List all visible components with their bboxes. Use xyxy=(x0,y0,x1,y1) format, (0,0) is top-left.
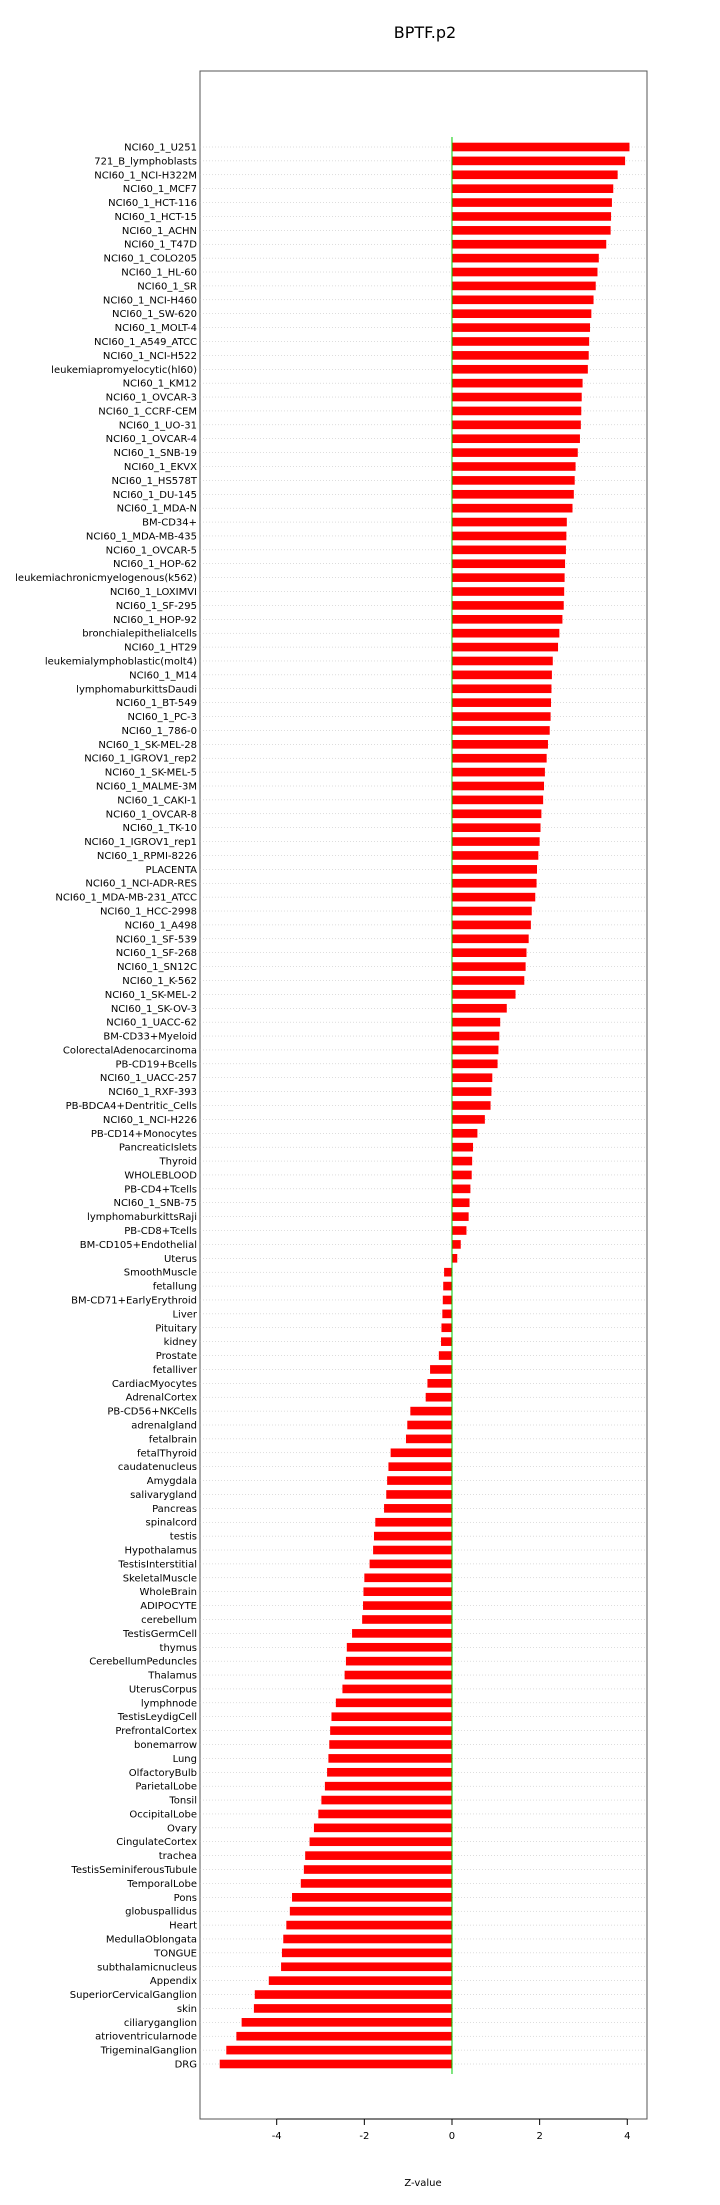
bar xyxy=(373,1546,452,1555)
category-label: NCI60_1_OVCAR-4 xyxy=(105,434,197,446)
bar xyxy=(452,546,566,555)
bar xyxy=(452,198,612,207)
bar xyxy=(452,1087,491,1096)
category-label: PB-CD14+Monocytes xyxy=(90,1128,197,1140)
category-label: NCI60_1_MDA-MB-435 xyxy=(85,531,197,543)
category-label: 721_B_lymphoblasts xyxy=(94,156,197,168)
bar xyxy=(452,893,535,902)
bar xyxy=(452,337,589,346)
bar xyxy=(410,1407,452,1416)
bar xyxy=(352,1629,452,1638)
x-tick-label: -4 xyxy=(271,2131,282,2142)
category-label: Heart xyxy=(169,1920,197,1932)
category-label: fetalliver xyxy=(152,1364,197,1376)
category-label: Thalamus xyxy=(148,1670,197,1682)
bar xyxy=(452,1212,469,1221)
category-label: NCI60_1_M14 xyxy=(129,670,197,682)
bar xyxy=(375,1518,452,1527)
chart-title: BPTF.p2 xyxy=(393,23,457,42)
category-label: NCI60_1_786-0 xyxy=(121,725,197,737)
bar xyxy=(328,1754,452,1763)
category-label: NCI60_1_A549_ATCC xyxy=(94,336,197,348)
x-tick-label: 2 xyxy=(536,2131,543,2142)
category-label: NCI60_1_T47D xyxy=(123,239,197,251)
bar xyxy=(255,1990,452,1999)
bar xyxy=(452,1171,472,1180)
category-label: NCI60_1_A498 xyxy=(124,920,197,932)
category-label: NCI60_1_NCI-H522 xyxy=(102,350,197,362)
x-tick-label: 0 xyxy=(448,2131,456,2142)
category-label: CardiacMyocytes xyxy=(111,1378,197,1390)
category-label: OlfactoryBulb xyxy=(128,1767,197,1779)
bar xyxy=(444,1268,452,1277)
category-label: Amygdala xyxy=(146,1476,197,1488)
category-label: TestisLeydigCell xyxy=(117,1712,197,1724)
category-label: TrigeminalGanglion xyxy=(100,2045,197,2057)
bar xyxy=(452,1143,473,1152)
x-axis xyxy=(272,2119,631,2142)
category-label: NCI60_1_EKVX xyxy=(123,462,197,473)
bar xyxy=(331,1712,452,1721)
bar xyxy=(452,948,527,957)
category-label: NCI60_1_NCI-H322M xyxy=(94,170,197,182)
bar xyxy=(452,837,540,846)
category-label: NCI60_1_RPMI-8226 xyxy=(96,850,197,862)
bar xyxy=(452,407,581,416)
category-label: NCI60_1_HCC-2998 xyxy=(99,906,197,918)
bar xyxy=(304,1865,452,1874)
bar xyxy=(452,1226,466,1235)
bar xyxy=(330,1726,452,1735)
bar xyxy=(242,2018,452,2027)
category-label: NCI60_1_OVCAR-8 xyxy=(105,809,197,821)
category-label: NCI60_1_HCT-15 xyxy=(114,211,197,223)
bar xyxy=(363,1601,452,1610)
category-label: PLACENTA xyxy=(145,864,197,876)
bar xyxy=(452,1004,507,1013)
category-label: NCI60_1_IGROV1_rep2 xyxy=(84,753,197,765)
category-label: PB-BDCA4+Dentritic_Cells xyxy=(65,1101,197,1112)
bar xyxy=(407,1421,452,1430)
bar xyxy=(452,143,629,152)
bar xyxy=(452,1254,457,1263)
category-label: ParietalLobe xyxy=(135,1781,197,1793)
category-label: NCI60_1_NCI-H460 xyxy=(102,295,197,307)
category-label: Uterus xyxy=(163,1253,197,1265)
category-label: PB-CD8+Tcells xyxy=(124,1226,197,1238)
bar xyxy=(452,226,611,235)
bar xyxy=(452,907,532,916)
category-label: BM-CD105+Endothelial xyxy=(79,1239,197,1251)
category-label: UterusCorpus xyxy=(128,1684,197,1696)
category-label: fetallung xyxy=(152,1281,197,1293)
category-label: PB-CD4+Tcells xyxy=(124,1184,197,1196)
category-label: kidney xyxy=(163,1337,197,1349)
bar xyxy=(452,587,564,596)
category-label: Pancreas xyxy=(152,1503,197,1515)
bar xyxy=(452,504,573,513)
category-label: OccipitalLobe xyxy=(129,1809,197,1821)
bar xyxy=(452,851,538,860)
category-label: ciliaryganglion xyxy=(123,2017,197,2029)
x-axis-label: Z-value xyxy=(404,2178,442,2189)
bar xyxy=(387,1476,452,1485)
category-label: MedullaOblongata xyxy=(105,1934,197,1946)
category-label: NCI60_1_SF-295 xyxy=(115,600,197,612)
category-label: NCI60_1_RXF-393 xyxy=(108,1087,197,1099)
category-label: Thyroid xyxy=(159,1156,197,1168)
category-label: DRG xyxy=(174,2059,197,2071)
category-label: NCI60_1_COLO205 xyxy=(103,253,197,265)
category-label: BM-CD33+Myeloid xyxy=(103,1031,197,1043)
category-label: cerebellum xyxy=(141,1614,197,1626)
bar xyxy=(318,1810,452,1819)
bar xyxy=(442,1310,452,1319)
category-label: NCI60_1_HS578T xyxy=(111,475,197,487)
category-label: spinalcord xyxy=(145,1517,197,1529)
bar xyxy=(452,754,547,763)
category-label: NCI60_1_NCI-ADR-RES xyxy=(85,878,197,890)
category-label: NCI60_1_HOP-92 xyxy=(112,614,197,626)
category-label: ColorectalAdenocarcinoma xyxy=(62,1045,197,1057)
bar xyxy=(384,1504,452,1513)
category-label: NCI60_1_UACC-257 xyxy=(99,1073,197,1085)
bar xyxy=(452,726,550,735)
category-label: globuspallidus xyxy=(125,1906,197,1918)
bar xyxy=(254,2004,452,2013)
bar xyxy=(329,1740,452,1749)
category-label: NCI60_1_PC-3 xyxy=(127,712,197,724)
bar xyxy=(310,1837,452,1846)
bar xyxy=(452,782,544,791)
bar xyxy=(452,1101,491,1110)
category-label: AdrenalCortex xyxy=(125,1392,197,1404)
bar xyxy=(336,1699,452,1708)
bar xyxy=(452,809,541,818)
category-label: NCI60_1_SK-MEL-5 xyxy=(104,767,197,779)
bar xyxy=(452,1032,499,1041)
bar xyxy=(226,2046,452,2055)
bar xyxy=(269,1976,452,1985)
bar xyxy=(452,351,589,360)
bar xyxy=(452,309,591,318)
category-label: NCI60_1_TK-10 xyxy=(122,823,197,835)
category-label: TemporalLobe xyxy=(127,1878,197,1890)
bar xyxy=(363,1587,452,1596)
bar xyxy=(292,1893,452,1902)
bar xyxy=(452,170,618,179)
bar xyxy=(452,601,564,610)
bar xyxy=(346,1657,452,1666)
bar xyxy=(452,254,599,263)
bar xyxy=(406,1435,452,1444)
bar xyxy=(452,1018,500,1027)
bar xyxy=(452,240,606,249)
category-label: skin xyxy=(176,2003,197,2015)
bar xyxy=(452,393,582,402)
category-label: leukemiapromyelocytic(hl60) xyxy=(51,364,197,376)
bar xyxy=(388,1462,452,1471)
category-label-layer xyxy=(15,143,198,2071)
category-label: NCI60_1_CAKI-1 xyxy=(117,795,197,807)
category-label: NCI60_1_SNB-75 xyxy=(113,1198,197,1210)
bar xyxy=(452,268,597,277)
category-label: subthalamicnucleus xyxy=(97,1962,197,1974)
category-label: Liver xyxy=(172,1309,197,1321)
bar xyxy=(452,462,576,471)
bar xyxy=(301,1879,452,1888)
category-label: ADIPOCYTE xyxy=(140,1601,197,1613)
category-label: CerebellumPeduncles xyxy=(89,1656,197,1668)
category-label: leukemiachronicmyelogenous(k562) xyxy=(15,573,197,585)
category-label: BM-CD71+EarlyErythroid xyxy=(71,1295,197,1307)
category-label: NCI60_1_IGROV1_rep1 xyxy=(84,837,197,849)
bar xyxy=(452,573,565,582)
bar xyxy=(452,282,596,291)
category-label: NCI60_1_MOLT-4 xyxy=(114,323,197,335)
bar xyxy=(452,365,588,374)
bar xyxy=(452,684,551,693)
category-label: PB-CD19+Bcells xyxy=(115,1059,197,1071)
category-label: trachea xyxy=(158,1851,197,1863)
category-label: NCI60_1_UO-31 xyxy=(118,420,197,432)
category-label: Lung xyxy=(172,1753,197,1765)
category-label: NCI60_1_OVCAR-5 xyxy=(105,545,197,557)
bar xyxy=(342,1685,452,1694)
category-label: NCI60_1_SW-620 xyxy=(111,309,197,321)
bar xyxy=(452,295,594,304)
bar xyxy=(290,1907,452,1916)
category-label: NCI60_1_HOP-62 xyxy=(112,559,197,571)
bar xyxy=(452,796,543,805)
category-label: NCI60_1_MALME-3M xyxy=(95,781,197,793)
category-label: Appendix xyxy=(149,1976,197,1988)
category-label: fetalThyroid xyxy=(137,1448,197,1460)
bar xyxy=(345,1671,452,1680)
bar xyxy=(452,559,565,568)
bar xyxy=(374,1532,452,1541)
category-label: salivarygland xyxy=(130,1489,197,1501)
category-label: NCI60_1_UACC-62 xyxy=(106,1017,197,1029)
category-label: testis xyxy=(169,1531,197,1543)
x-tick-label: 4 xyxy=(624,2131,631,2142)
category-label: NCI60_1_SK-MEL-2 xyxy=(104,989,197,1001)
category-label: TONGUE xyxy=(154,1948,197,1960)
bar xyxy=(321,1796,452,1805)
bar xyxy=(452,990,516,999)
bar xyxy=(452,476,575,485)
x-tick-label: -2 xyxy=(359,2131,370,2142)
bar xyxy=(452,1046,498,1055)
bar xyxy=(452,643,558,652)
category-label: NCI60_1_KM12 xyxy=(122,378,197,390)
category-label: Pons xyxy=(173,1892,197,1904)
category-label: TestisGermCell xyxy=(123,1628,197,1640)
bar xyxy=(347,1643,452,1652)
bar xyxy=(452,1240,461,1249)
category-label: NCI60_1_K-562 xyxy=(122,975,197,987)
category-label: NCI60_1_MCF7 xyxy=(122,184,197,196)
bar xyxy=(452,934,529,943)
bar xyxy=(452,671,552,680)
category-label: NCI60_1_NCI-H226 xyxy=(102,1114,197,1126)
bar xyxy=(452,657,553,666)
bar xyxy=(236,2032,452,2041)
category-label: atrioventricularnode xyxy=(95,2031,197,2043)
bar xyxy=(452,518,567,527)
category-label: NCI60_1_BT-549 xyxy=(115,698,197,710)
bar xyxy=(452,1073,492,1082)
bar xyxy=(452,1115,485,1124)
category-label: NCI60_1_SF-268 xyxy=(115,948,197,960)
category-label: NCI60_1_CCRF-CEM xyxy=(98,406,197,418)
category-label: Hypothalamus xyxy=(124,1545,197,1557)
category-label: CingulateCortex xyxy=(116,1837,197,1849)
category-label: PrefrontalCortex xyxy=(115,1726,197,1738)
bar xyxy=(370,1560,452,1569)
bar xyxy=(452,323,590,332)
category-label: NCI60_1_MDA-N xyxy=(116,503,197,515)
bar xyxy=(364,1573,452,1582)
bar xyxy=(452,532,566,541)
category-label: NCI60_1_MDA-MB-231_ATCC xyxy=(55,892,197,904)
bar xyxy=(452,490,574,499)
bar xyxy=(314,1824,452,1833)
bar xyxy=(386,1490,452,1499)
bar xyxy=(452,962,526,971)
category-label: NCI60_1_HT29 xyxy=(124,642,197,654)
bar xyxy=(452,379,583,388)
category-label: NCI60_1_U251 xyxy=(124,142,197,154)
bar xyxy=(452,1157,472,1166)
category-label: BM-CD34+ xyxy=(142,517,197,529)
bar xyxy=(282,1949,452,1958)
bar xyxy=(452,740,548,749)
category-label: NCI60_1_HL-60 xyxy=(121,267,197,279)
category-label: NCI60_1_OVCAR-3 xyxy=(105,392,197,404)
category-label: Ovary xyxy=(167,1823,197,1835)
category-label: SmoothMuscle xyxy=(123,1267,197,1279)
bar xyxy=(452,184,613,193)
bar xyxy=(452,1185,470,1194)
bar xyxy=(443,1296,452,1305)
category-label: NCI60_1_SK-MEL-28 xyxy=(98,739,197,751)
bar xyxy=(325,1782,452,1791)
bar xyxy=(391,1448,452,1457)
category-label: NCI60_1_HCT-116 xyxy=(108,198,197,210)
bar xyxy=(452,212,611,221)
category-label: NCI60_1_SNB-19 xyxy=(113,448,197,460)
category-label: PancreaticIslets xyxy=(118,1142,197,1154)
bar xyxy=(441,1323,452,1332)
category-label: fetalbrain xyxy=(148,1434,197,1446)
category-label: WHOLEBLOOD xyxy=(124,1170,197,1182)
bar xyxy=(452,421,581,430)
category-label: SkeletalMuscle xyxy=(122,1573,197,1585)
category-label: PB-CD56+NKCells xyxy=(107,1406,197,1418)
category-label: NCI60_1_DU-145 xyxy=(112,489,197,501)
bar xyxy=(443,1282,452,1291)
category-label: Tonsil xyxy=(169,1795,197,1807)
category-label: NCI60_1_SN12C xyxy=(116,962,197,974)
category-label: NCI60_1_SF-539 xyxy=(115,934,197,946)
category-label: TestisInterstitial xyxy=(118,1559,197,1571)
category-label: bonemarrow xyxy=(134,1740,197,1751)
bar xyxy=(327,1768,452,1777)
category-label: TestisSeminiferousTubule xyxy=(71,1865,197,1877)
category-label: NCI60_1_LOXIMVI xyxy=(109,587,197,599)
category-label: NCI60_1_ACHN xyxy=(121,225,197,237)
bar xyxy=(430,1365,452,1374)
category-label: lymphomaburkittsRaji xyxy=(87,1212,197,1224)
category-label: NCI60_1_SK-OV-3 xyxy=(110,1003,197,1015)
category-label: caudatenucleus xyxy=(117,1462,197,1474)
bar xyxy=(362,1615,452,1624)
bar xyxy=(452,879,537,888)
category-label: WholeBrain xyxy=(139,1587,197,1599)
category-label: Pituitary xyxy=(155,1323,197,1335)
bar xyxy=(452,976,524,985)
category-label: SuperiorCervicalGanglion xyxy=(69,1990,197,2002)
category-label: bronchialepithelialcells xyxy=(82,628,197,640)
bar xyxy=(452,434,580,443)
bar xyxy=(452,615,562,624)
bar xyxy=(426,1393,452,1402)
bar xyxy=(439,1351,452,1360)
bar xyxy=(441,1337,452,1346)
bar xyxy=(452,768,545,777)
category-label: thymus xyxy=(159,1642,197,1654)
bar xyxy=(452,1129,477,1138)
bar xyxy=(220,2060,452,2069)
bar xyxy=(305,1851,452,1860)
bar xyxy=(452,157,625,166)
bar xyxy=(281,1962,452,1971)
bar xyxy=(452,448,578,457)
bar xyxy=(452,1060,498,1069)
bar xyxy=(452,698,551,707)
bar xyxy=(427,1379,452,1388)
category-label: lymphnode xyxy=(140,1698,197,1710)
category-label: lymphomaburkittsDaudi xyxy=(76,684,197,696)
category-label: adrenalgland xyxy=(131,1420,197,1432)
category-label: leukemialymphoblastic(molt4) xyxy=(44,656,197,668)
bar xyxy=(283,1935,452,1944)
bar xyxy=(452,823,541,832)
bar xyxy=(452,629,559,638)
bar xyxy=(286,1921,452,1930)
bar xyxy=(452,1198,470,1207)
bar xyxy=(452,865,537,874)
category-label: NCI60_1_SR xyxy=(137,281,197,293)
category-label: Prostate xyxy=(155,1351,197,1363)
bar xyxy=(452,712,551,721)
bar xyxy=(452,921,531,930)
